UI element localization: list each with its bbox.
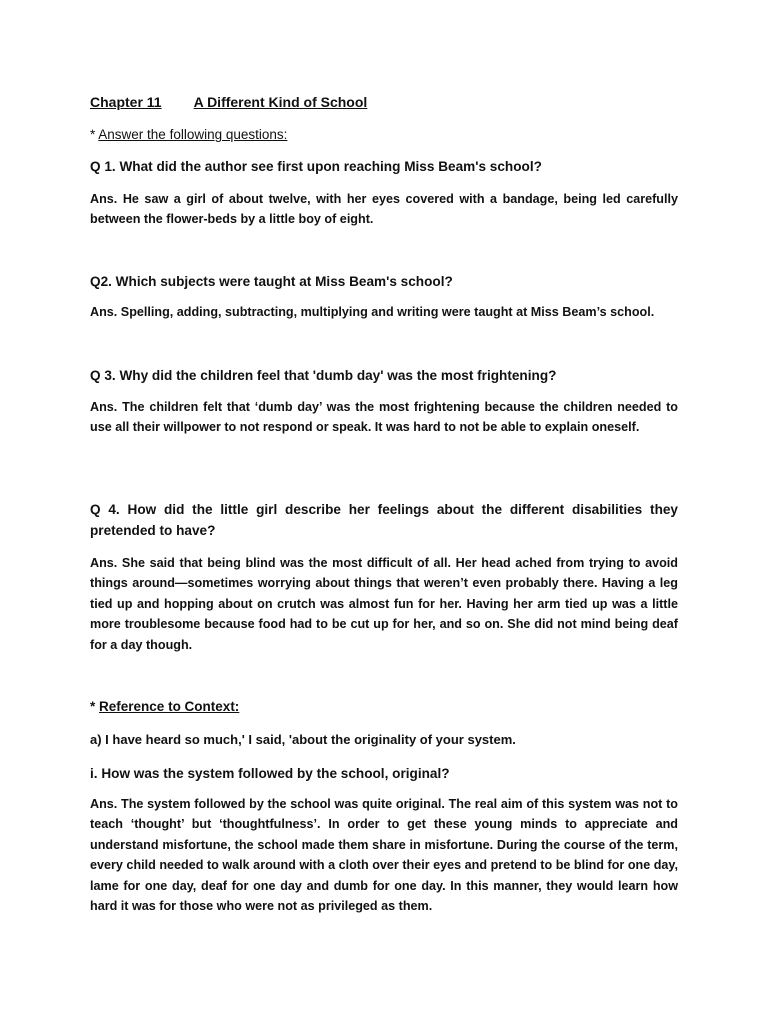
question-3: Q 3. Why did the children feel that 'dumb day' was the most frightening? (90, 368, 557, 383)
answer-1: Ans. He saw a girl of about twelve, with her eyes covered with a bandage, being led carefully between the flower-beds by a little boy of eight. (90, 192, 678, 227)
context-question: i. How was the system followed by the school, original? (90, 766, 450, 781)
question-4: Q 4. How did the little girl describe her feelings about the different disabilities they pretended to have? (90, 502, 678, 538)
answer-4: Ans. She said that being blind was the most difficult of all. Her head ached from trying to avoid things around—sometimes worrying about things that weren’t even probably there. Having a leg tied up and hopping about on crutch was almost fun for her. Having her arm tied up was a little more troublesome because food had to be cut up for her, and so on. She did not mind being deaf for a day though. (90, 556, 678, 652)
question-1: Q 1. What did the author see first upon reaching Miss Beam's school? (90, 159, 542, 174)
chapter-heading (90, 94, 678, 110)
answer-2: Ans. Spelling, adding, subtracting, multiplying and writing were taught at Miss Beam’s school. (90, 305, 655, 319)
context-answer: Ans. The system followed by the school was quite original. The real aim of this system was not to teach ‘thought’ but ‘thoughtfulness’. In order to get these young minds to appreciate and understand misfortune, the school made them share in misfortune. During the course of the term, every child needed to walk around with a cloth over their eyes and pretend to be blind for one day, lame for one day, deaf for one day and dumb for one day. In this manner, they would learn how hard it was for those who were not as privileged as them. (90, 797, 678, 914)
section-heading-context: * Reference to Context: (90, 699, 240, 714)
section-heading-questions: * Answer the following questions: (90, 127, 288, 142)
context-quote: a) I have heard so much,' I said, 'about the originality of your system. (90, 732, 516, 747)
chapter-number: Chapter 11 (90, 94, 162, 110)
answer-3: Ans. The children felt that ‘dumb day’ was the most frightening because the children needed to use all their willpower to not respond or speak. It was hard to not be able to explain oneself. (90, 400, 678, 435)
question-2: Q2. Which subjects were taught at Miss Beam's school? (90, 274, 453, 289)
chapter-title: A Different Kind of School (193, 94, 368, 110)
